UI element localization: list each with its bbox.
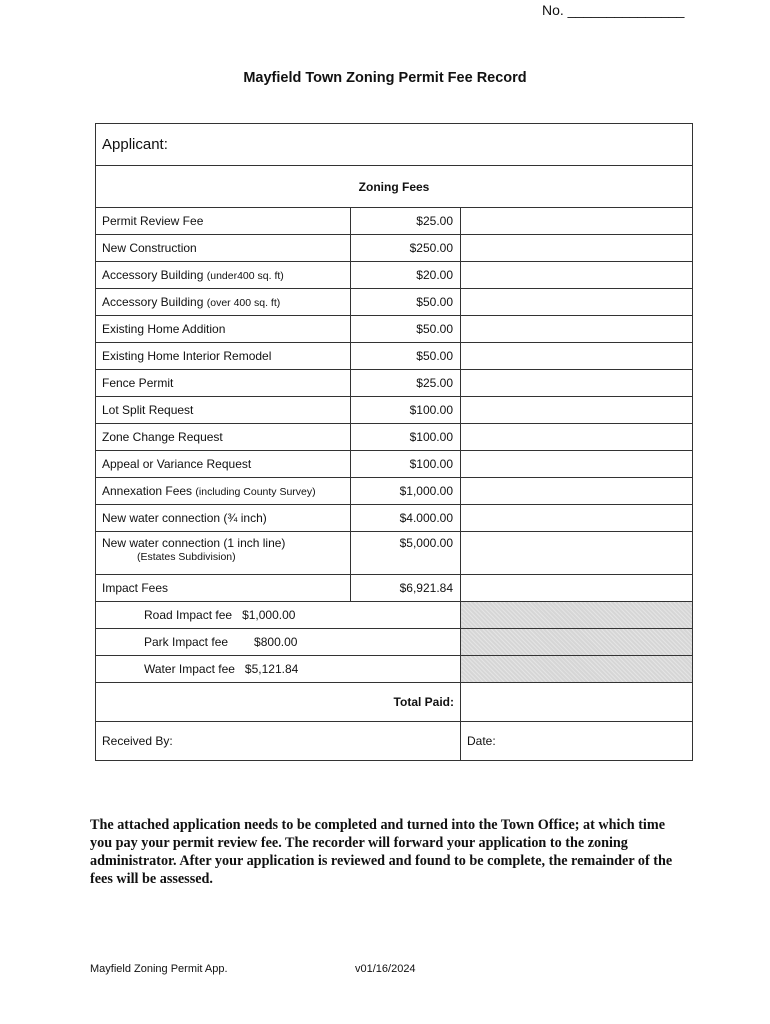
fee-entry-cell[interactable]	[461, 262, 693, 289]
fee-note: (including County Survey)	[195, 486, 316, 498]
zoning-fees-heading: Zoning Fees	[96, 166, 693, 208]
fee-record-table	[95, 123, 693, 761]
instructions-paragraph: The attached application needs to be completed and turned into the Town Office; at which time you pay your permit review fee. The recorder will forward your application to the zoning administrator. After your application is reviewed and found to be complete, the remainder of the fees will be assessed.	[90, 817, 673, 887]
fee-note: (over 400 sq. ft)	[206, 297, 281, 309]
fee-label: Lot Split Request	[96, 397, 351, 424]
fee-entry-cell[interactable]	[461, 208, 693, 235]
fee-label: Permit Review Fee	[96, 208, 351, 235]
fee-row	[96, 262, 693, 289]
fee-amount: $50.00	[351, 289, 461, 316]
fee-row	[96, 370, 693, 397]
date-field[interactable]	[461, 722, 693, 761]
fee-amount: $100.00	[351, 451, 461, 478]
fee-amount: $50.00	[351, 343, 461, 370]
fee-row	[96, 208, 693, 235]
fee-amount: $5,000.00	[351, 532, 461, 575]
fee-label: Appeal or Variance Request	[96, 451, 351, 478]
fee-row	[96, 478, 693, 505]
fee-label: Existing Home Interior Remodel	[96, 343, 351, 370]
fee-entry-cell[interactable]	[461, 235, 693, 262]
fee-amount: $100.00	[351, 424, 461, 451]
fee-entry-cell[interactable]	[461, 532, 693, 575]
shaded-cell	[461, 629, 693, 656]
received-by-field[interactable]	[96, 722, 461, 761]
fee-entry-cell[interactable]	[461, 289, 693, 316]
footer-version: v01/16/2024	[355, 963, 416, 975]
date-label: Date:	[467, 734, 496, 748]
fee-label: Existing Home Addition	[96, 316, 351, 343]
footer-title: Mayfield Zoning Permit App.	[90, 963, 228, 975]
fee-amount: $20.00	[351, 262, 461, 289]
fee-row	[96, 343, 693, 370]
fee-label: Zone Change Request	[96, 424, 351, 451]
fee-row	[96, 505, 693, 532]
fee-label: Accessory Building (over 400 sq. ft)	[96, 289, 351, 316]
fee-amount: $50.00	[351, 316, 461, 343]
fee-row	[96, 532, 693, 575]
fee-amount: $25.00	[351, 208, 461, 235]
applicant-label: Applicant:	[102, 136, 168, 153]
total-paid-field[interactable]	[461, 683, 693, 722]
fee-entry-cell[interactable]	[461, 505, 693, 532]
fee-entry-cell[interactable]	[461, 316, 693, 343]
zoning-fees-header-row	[96, 166, 693, 208]
total-paid-label: Total Paid:	[96, 683, 461, 722]
applicant-field[interactable]	[96, 124, 693, 166]
fee-amount: $250.00	[351, 235, 461, 262]
impact-row-park	[96, 629, 693, 656]
impact-breakdown-label: Park Impact fee $800.00	[96, 629, 461, 656]
fee-label: Impact Fees	[96, 575, 351, 602]
total-paid-row	[96, 683, 693, 722]
fee-amount: $6,921.84	[351, 575, 461, 602]
impact-breakdown-label: Water Impact fee $5,121.84	[96, 656, 461, 683]
fee-note: (under400 sq. ft)	[206, 270, 284, 282]
fee-entry-cell[interactable]	[461, 397, 693, 424]
fee-label: New water connection (1 inch line) (Estates Subdivision)	[96, 532, 351, 575]
fee-amount: $4.000.00	[351, 505, 461, 532]
impact-row-water	[96, 656, 693, 683]
page-title: Mayfield Town Zoning Permit Fee Record	[243, 70, 527, 86]
fee-row	[96, 397, 693, 424]
fee-row	[96, 451, 693, 478]
fee-row	[96, 235, 693, 262]
fee-label: New water connection (¾ inch)	[96, 505, 351, 532]
fee-row	[96, 316, 693, 343]
shaded-cell	[461, 602, 693, 629]
fee-entry-cell[interactable]	[461, 451, 693, 478]
shaded-cell	[461, 656, 693, 683]
fee-entry-cell[interactable]	[461, 478, 693, 505]
received-row	[96, 722, 693, 761]
fee-sub-note: (Estates Subdivision)	[137, 551, 236, 563]
fee-entry-cell[interactable]	[461, 424, 693, 451]
fee-amount: $25.00	[351, 370, 461, 397]
impact-breakdown-label: Road Impact fee $1,000.00	[96, 602, 461, 629]
fee-row	[96, 424, 693, 451]
fee-entry-cell[interactable]	[461, 370, 693, 397]
fee-label: Accessory Building (under400 sq. ft)	[96, 262, 351, 289]
fee-row	[96, 289, 693, 316]
applicant-row	[96, 124, 693, 166]
fee-label: Fence Permit	[96, 370, 351, 397]
fee-entry-cell[interactable]	[461, 343, 693, 370]
document-number: No. _______________	[542, 2, 685, 18]
fee-amount: $1,000.00	[351, 478, 461, 505]
fee-label: New Construction	[96, 235, 351, 262]
fee-amount: $100.00	[351, 397, 461, 424]
impact-row-road	[96, 602, 693, 629]
fee-row-impact	[96, 575, 693, 602]
fee-entry-cell[interactable]	[461, 575, 693, 602]
fee-label: Annexation Fees (including County Survey)	[96, 478, 351, 505]
received-by-label: Received By:	[102, 734, 173, 748]
